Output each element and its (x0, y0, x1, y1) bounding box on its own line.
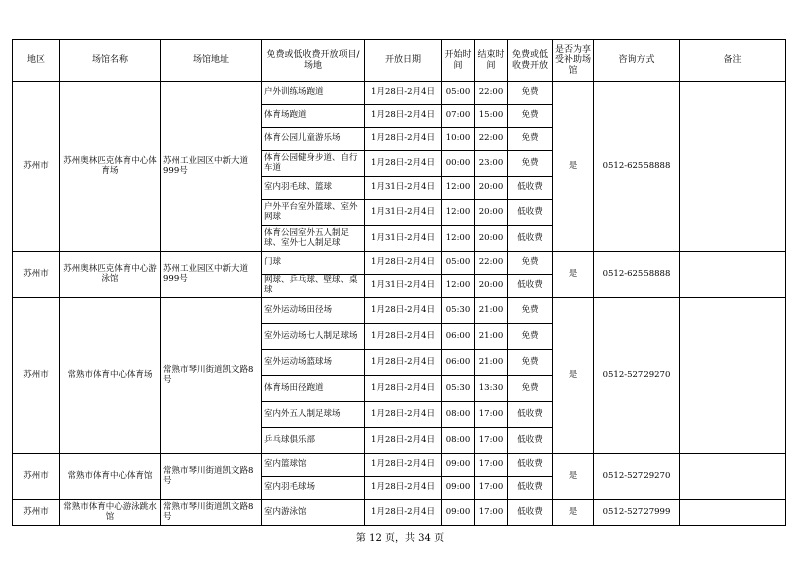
venue-address-cell: 常熟市琴川街道凯文路8号 (161, 454, 262, 500)
header-region: 地区 (13, 40, 60, 82)
dates-cell: 1月28日-2月4日 (365, 151, 442, 177)
item-cell: 室内羽毛球场 (262, 477, 365, 500)
dates-cell: 1月31日-2月4日 (365, 200, 442, 226)
start-time-cell: 05:00 (442, 252, 475, 275)
dates-cell: 1月28日-2月4日 (365, 376, 442, 402)
item-cell: 体育场跑道 (262, 105, 365, 128)
item-cell: 室外运动场田径场 (262, 298, 365, 324)
end-time-cell: 13:30 (475, 376, 508, 402)
contact-cell: 0512-62558888 (594, 252, 680, 298)
start-time-cell: 08:00 (442, 402, 475, 428)
contact-cell: 0512-52729270 (594, 454, 680, 500)
end-time-cell: 17:00 (475, 454, 508, 477)
fee-cell: 免费 (508, 324, 553, 350)
dates-cell: 1月28日-2月4日 (365, 252, 442, 275)
header-remarks: 备注 (680, 40, 786, 82)
venue-address-cell: 常熟市琴川街道凯文路8号 (161, 298, 262, 454)
start-time-cell: 09:00 (442, 477, 475, 500)
dates-cell: 1月28日-2月4日 (365, 128, 442, 151)
table-row (13, 82, 786, 105)
dates-cell: 1月28日-2月4日 (365, 324, 442, 350)
region-cell: 苏州市 (13, 252, 60, 298)
header-venue-name: 场馆名称 (60, 40, 161, 82)
fee-cell: 低收费 (508, 177, 553, 200)
table-row (13, 252, 786, 275)
end-time-cell: 22:00 (475, 82, 508, 105)
item-cell: 户外平台室外篮球、室外网球 (262, 200, 365, 226)
fee-cell: 免费 (508, 151, 553, 177)
start-time-cell: 05:00 (442, 82, 475, 105)
item-cell: 室内外五人制足球场 (262, 402, 365, 428)
venue-name-cell: 常熟市体育中心游泳跳水馆 (60, 500, 161, 526)
end-time-cell: 22:00 (475, 128, 508, 151)
end-time-cell: 21:00 (475, 324, 508, 350)
start-time-cell: 05:30 (442, 376, 475, 402)
header-contact: 咨询方式 (594, 40, 680, 82)
subsidy-cell: 是 (553, 82, 594, 252)
remarks-cell (680, 454, 786, 500)
item-cell: 户外训练场跑道 (262, 82, 365, 105)
header-end-time: 结束时间 (475, 40, 508, 82)
end-time-cell: 15:00 (475, 105, 508, 128)
fee-cell: 免费 (508, 105, 553, 128)
fee-cell: 免费 (508, 128, 553, 151)
start-time-cell: 12:00 (442, 200, 475, 226)
end-time-cell: 17:00 (475, 402, 508, 428)
end-time-cell: 20:00 (475, 226, 508, 252)
header-subsidy: 是否为享受补助场馆 (553, 40, 594, 82)
region-cell: 苏州市 (13, 298, 60, 454)
contact-cell: 0512-62558888 (594, 82, 680, 252)
item-cell: 室内游泳馆 (262, 500, 365, 526)
remarks-cell (680, 82, 786, 252)
end-time-cell: 20:00 (475, 177, 508, 200)
table-header-row (13, 40, 786, 82)
start-time-cell: 06:00 (442, 324, 475, 350)
dates-cell: 1月28日-2月4日 (365, 105, 442, 128)
venue-address-cell: 苏州工业园区中新大道999号 (161, 82, 262, 252)
dates-cell: 1月28日-2月4日 (365, 82, 442, 105)
fee-cell: 低收费 (508, 454, 553, 477)
start-time-cell: 12:00 (442, 275, 475, 298)
remarks-cell (680, 252, 786, 298)
remarks-cell (680, 500, 786, 526)
venue-schedule-table (12, 39, 786, 526)
header-venue-address: 场馆地址 (161, 40, 262, 82)
venue-name-cell: 常熟市体育中心体育场 (60, 298, 161, 454)
dates-cell: 1月28日-2月4日 (365, 477, 442, 500)
remarks-cell (680, 298, 786, 454)
dates-cell: 1月28日-2月4日 (365, 402, 442, 428)
item-cell: 乒乓球俱乐部 (262, 428, 365, 454)
region-cell: 苏州市 (13, 82, 60, 252)
end-time-cell: 17:00 (475, 428, 508, 454)
fee-cell: 免费 (508, 252, 553, 275)
dates-cell: 1月31日-2月4日 (365, 226, 442, 252)
item-cell: 体育公园健身步道、自行车道 (262, 151, 365, 177)
start-time-cell: 09:00 (442, 454, 475, 477)
end-time-cell: 21:00 (475, 298, 508, 324)
venue-address-cell: 常熟市琴川街道凯文路8号 (161, 500, 262, 526)
end-time-cell: 20:00 (475, 275, 508, 298)
table-row (13, 298, 786, 324)
start-time-cell: 12:00 (442, 226, 475, 252)
fee-cell: 免费 (508, 350, 553, 376)
venue-name-cell: 苏州奥林匹克体育中心游泳馆 (60, 252, 161, 298)
venue-address-cell: 苏州工业园区中新大道999号 (161, 252, 262, 298)
end-time-cell: 17:00 (475, 500, 508, 526)
start-time-cell: 10:00 (442, 128, 475, 151)
fee-cell: 低收费 (508, 402, 553, 428)
region-cell: 苏州市 (13, 454, 60, 500)
header-fee-type: 免费或低收费开放 (508, 40, 553, 82)
start-time-cell: 07:00 (442, 105, 475, 128)
header-start-time: 开始时间 (442, 40, 475, 82)
dates-cell: 1月28日-2月4日 (365, 500, 442, 526)
start-time-cell: 06:00 (442, 350, 475, 376)
start-time-cell: 09:00 (442, 500, 475, 526)
venue-name-cell: 常熟市体育中心体育馆 (60, 454, 161, 500)
start-time-cell: 05:30 (442, 298, 475, 324)
item-cell: 体育场田径跑道 (262, 376, 365, 402)
dates-cell: 1月28日-2月4日 (365, 454, 442, 477)
item-cell: 室外运动场七人制足球场 (262, 324, 365, 350)
item-cell: 室外运动场篮球场 (262, 350, 365, 376)
contact-cell: 0512-52727999 (594, 500, 680, 526)
contact-cell: 0512-52729270 (594, 298, 680, 454)
start-time-cell: 12:00 (442, 177, 475, 200)
end-time-cell: 17:00 (475, 477, 508, 500)
end-time-cell: 20:00 (475, 200, 508, 226)
subsidy-cell: 是 (553, 252, 594, 298)
start-time-cell: 00:00 (442, 151, 475, 177)
start-time-cell: 08:00 (442, 428, 475, 454)
fee-cell: 免费 (508, 376, 553, 402)
fee-cell: 低收费 (508, 428, 553, 454)
dates-cell: 1月31日-2月4日 (365, 275, 442, 298)
dates-cell: 1月28日-2月4日 (365, 428, 442, 454)
header-open-dates: 开放日期 (365, 40, 442, 82)
item-cell: 网球、乒乓球、壁球、桌球 (262, 275, 365, 298)
item-cell: 室内篮球馆 (262, 454, 365, 477)
fee-cell: 免费 (508, 298, 553, 324)
subsidy-cell: 是 (553, 454, 594, 500)
end-time-cell: 23:00 (475, 151, 508, 177)
item-cell: 门球 (262, 252, 365, 275)
header-items: 免费或低收费开放项目/场地 (262, 40, 365, 82)
fee-cell: 低收费 (508, 200, 553, 226)
fee-cell: 低收费 (508, 275, 553, 298)
fee-cell: 低收费 (508, 500, 553, 526)
item-cell: 体育公园室外五人制足球、室外七人制足球 (262, 226, 365, 252)
venue-name-cell: 苏州奥林匹克体育中心体育场 (60, 82, 161, 252)
subsidy-cell: 是 (553, 298, 594, 454)
table-row (13, 454, 786, 477)
end-time-cell: 21:00 (475, 350, 508, 376)
fee-cell: 低收费 (508, 226, 553, 252)
region-cell: 苏州市 (13, 500, 60, 526)
item-cell: 体育公园儿童游乐场 (262, 128, 365, 151)
page-number: 第 12 页，共 34 页 (355, 533, 445, 544)
dates-cell: 1月28日-2月4日 (365, 298, 442, 324)
fee-cell: 免费 (508, 82, 553, 105)
dates-cell: 1月31日-2月4日 (365, 177, 442, 200)
dates-cell: 1月28日-2月4日 (365, 350, 442, 376)
end-time-cell: 22:00 (475, 252, 508, 275)
subsidy-cell: 是 (553, 500, 594, 526)
table-row (13, 500, 786, 526)
item-cell: 室内羽毛球、篮球 (262, 177, 365, 200)
fee-cell: 低收费 (508, 477, 553, 500)
